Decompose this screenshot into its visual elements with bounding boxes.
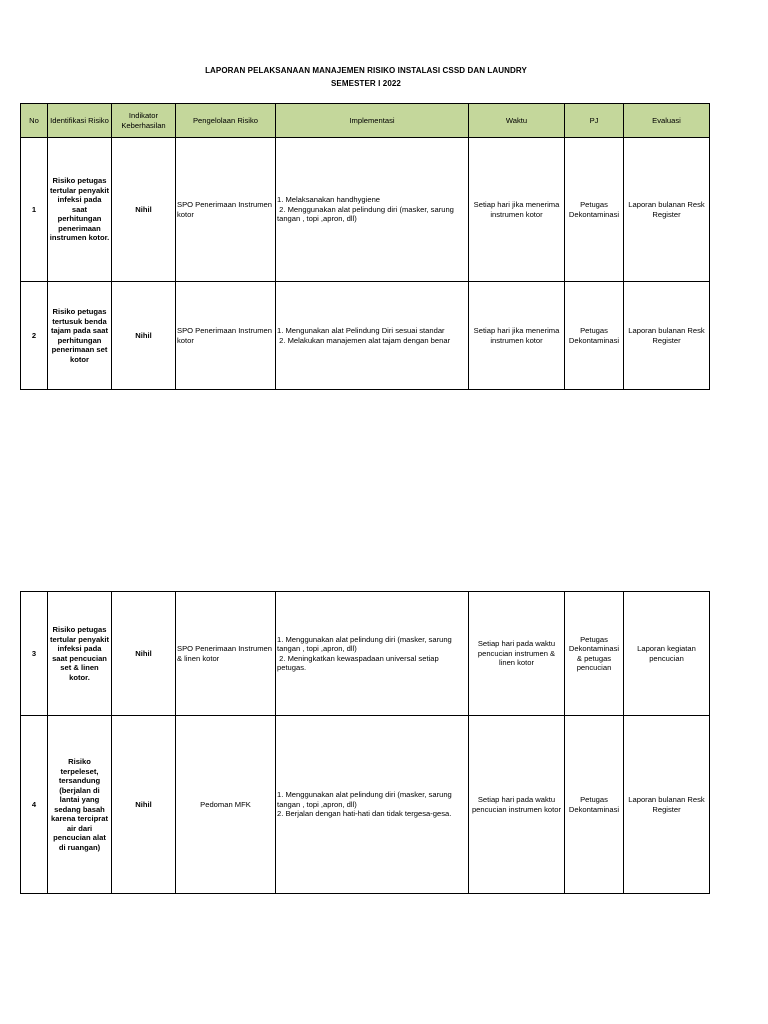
implementasi-step: 2. Meningkatkan kewaspadaan universal setiap petugas. bbox=[277, 653, 441, 672]
row-indikator: Nihil bbox=[112, 716, 176, 894]
row-waktu: Setiap hari pada waktu pencucian instrumen & linen kotor bbox=[469, 592, 565, 716]
table-row bbox=[21, 138, 710, 282]
implementasi-step: 1. Melaksanakan handhygiene bbox=[277, 195, 381, 205]
row-indikator: Nihil bbox=[112, 138, 176, 282]
row-identifikasi: Risiko petugas tertular penyakit infeksi pada saat perhitungan penerimaan instrumen kotor. bbox=[48, 138, 112, 282]
row-identifikasi: Risiko terpeleset, tersandung (berjalan di lantai yang sedang basah karena terciprat air dari pencucian alat di ruangan) bbox=[48, 716, 112, 894]
row-waktu: Setiap hari jika menerima instrumen kotor bbox=[469, 282, 565, 390]
row-implementasi bbox=[276, 592, 469, 716]
row-no: 1 bbox=[21, 138, 48, 282]
header-evaluasi: Evaluasi bbox=[624, 104, 710, 138]
implementasi-step: 1. Mengunakan alat Pelindung Diri sesuai standar bbox=[277, 326, 445, 335]
row-implementasi bbox=[276, 138, 469, 282]
report-title: LAPORAN PELAKSANAAN MANAJEMEN RISIKO INSTALASI CSSD DAN LAUNDRY bbox=[205, 66, 527, 75]
row-pengelolaan: SPO Penerimaan Instrumen kotor bbox=[176, 282, 276, 390]
implementasi-step: 1. Menggunakan alat pelindung diri (masker, sarung tangan , topi ,apron, dll) bbox=[277, 790, 454, 809]
row-pj: Petugas Dekontaminasi bbox=[565, 716, 624, 894]
header-no: No bbox=[21, 104, 48, 138]
row-evaluasi: Laporan bulanan Resk Register bbox=[624, 138, 710, 282]
row-pj: Petugas Dekontaminasi bbox=[565, 138, 624, 282]
row-evaluasi: Laporan kegiatan pencucian bbox=[624, 592, 710, 716]
implementasi-step: 1. Menggunakan alat pelindung diri (masker, sarung tangan , topi ,apron, dll) bbox=[277, 634, 454, 653]
header-identifikasi: Identifikasi Risiko bbox=[48, 104, 112, 138]
row-implementasi bbox=[276, 716, 469, 894]
row-pj: Petugas Dekontaminasi & petugas pencucian bbox=[565, 592, 624, 716]
implementasi-step: 2. Berjalan dengan hati-hati dan tidak tergesa-gesa. bbox=[277, 809, 452, 819]
header-pengelolaan: Pengelolaan Risiko bbox=[176, 104, 276, 138]
risk-table-page-1 bbox=[20, 103, 710, 390]
header-indikator: Indikator Keberhasilan bbox=[112, 104, 176, 138]
row-identifikasi: Risiko petugas tertusuk benda tajam pada saat perhitungan penerimaan set kotor bbox=[48, 282, 112, 390]
header-waktu: Waktu bbox=[469, 104, 565, 138]
row-indikator: Nihil bbox=[112, 282, 176, 390]
row-identifikasi: Risiko petugas tertular penyakit infeksi pada saat pencucian set & linen kotor. bbox=[48, 592, 112, 716]
implementasi-step: 2. Menggunakan alat pelindung diri (masker, sarung tangan , topi ,apron, dll) bbox=[277, 204, 457, 224]
row-waktu: Setiap hari pada waktu pencucian instrumen kotor bbox=[469, 716, 565, 894]
row-pengelolaan: Pedoman MFK bbox=[176, 716, 276, 894]
row-waktu: Setiap hari jika menerima instrumen kotor bbox=[469, 138, 565, 282]
row-no: 2 bbox=[21, 282, 48, 390]
row-no: 3 bbox=[21, 592, 48, 716]
row-indikator: Nihil bbox=[112, 592, 176, 716]
row-pj: Petugas Dekontaminasi bbox=[565, 282, 624, 390]
header-implementasi: Implementasi bbox=[276, 104, 469, 138]
implementasi-step: 2. Melakukan manajemen alat tajam dengan benar bbox=[277, 335, 451, 345]
table-header-row bbox=[21, 104, 710, 138]
report-subtitle: SEMESTER I 2022 bbox=[331, 79, 401, 88]
table-row bbox=[21, 716, 710, 894]
row-implementasi bbox=[276, 282, 469, 390]
row-pengelolaan: SPO Penerimaan Instrumen & linen kotor bbox=[176, 592, 276, 716]
table-row bbox=[21, 592, 710, 716]
row-evaluasi: Laporan bulanan Resk Register bbox=[624, 716, 710, 894]
table-row bbox=[21, 282, 710, 390]
risk-table-page-2 bbox=[20, 591, 710, 894]
row-pengelolaan: SPO Penerimaan Instrumen kotor bbox=[176, 138, 276, 282]
row-no: 4 bbox=[21, 716, 48, 894]
header-pj: PJ bbox=[565, 104, 624, 138]
row-evaluasi: Laporan bulanan Resk Register bbox=[624, 282, 710, 390]
